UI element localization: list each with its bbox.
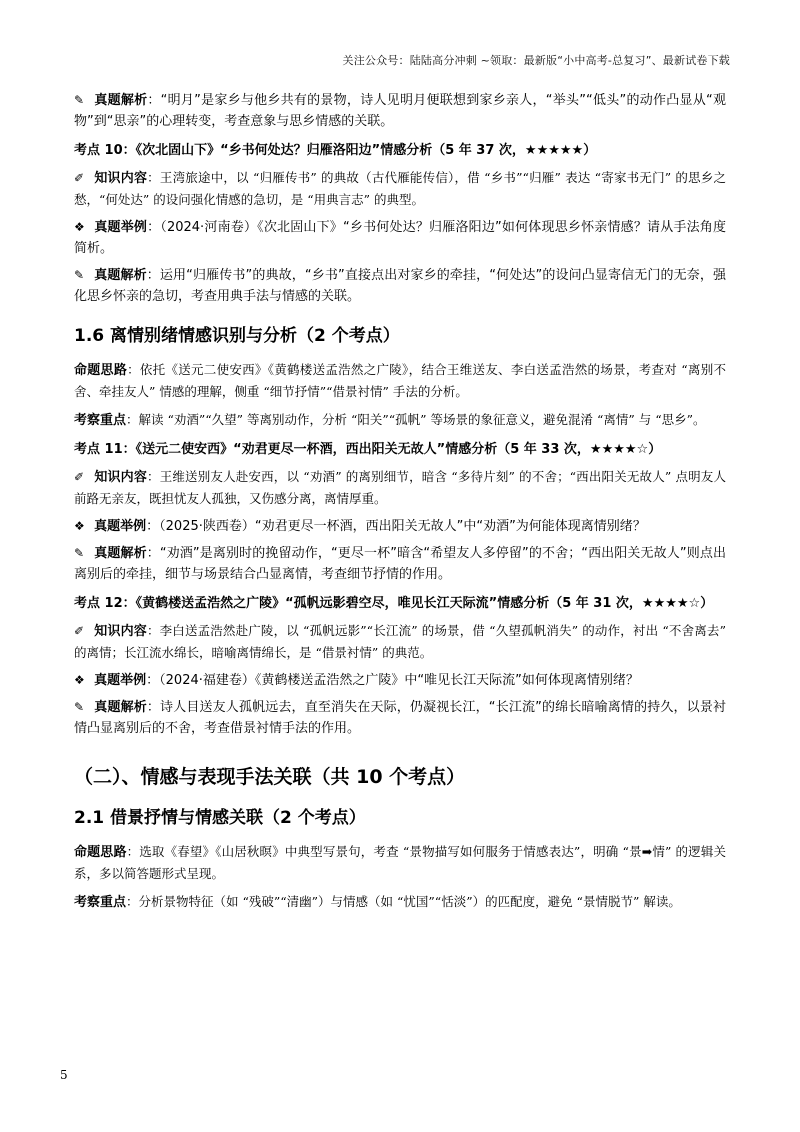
- idea-label: 命题思路: [74, 845, 127, 860]
- knowledge-label: 知识内容: [94, 470, 148, 485]
- example-paragraph: [74, 670, 726, 691]
- page-header: 关注公众号：陆陆高分冲刺 ~领取：最新版“小中高考-总复习”、最新试卷下载: [342, 54, 730, 67]
- idea-paragraph: [74, 841, 726, 885]
- page-content: [74, 90, 726, 919]
- analysis-paragraph: [74, 265, 726, 307]
- kaodian-11-title: 考点 11：《送元二使安西》“劝君更尽一杯酒，西出阳关无故人”情感分析（5 年 33 次，★★★★☆）: [74, 442, 662, 457]
- idea-text: ：依托《送元二使安西》《黄鹤楼送孟浩然之广陵》，结合王维送友、李白送孟浩然的场景，考查对 “离别不舍、牵挂友人” 情感的理解，侧重 “细节抒情”“借景衬情” 手法的分析。: [74, 362, 726, 399]
- example-label: 真题举例: [94, 519, 147, 534]
- analysis-label: 真题解析: [94, 93, 148, 108]
- section-1-6-heading: 1.6 离情别绪情感识别与分析（2 个考点）: [74, 326, 400, 346]
- analysis-label: 真题解析: [94, 700, 147, 715]
- part-2-heading: （二）、情感与表现手法关联（共 10 个考点）: [74, 766, 466, 788]
- idea-paragraph: [74, 359, 726, 403]
- example-label: 真题举例: [94, 220, 148, 235]
- analysis-paragraph: [74, 543, 726, 585]
- example-paragraph: [74, 516, 726, 537]
- knowledge-paragraph: [74, 167, 726, 211]
- pen-icon: ✐: [74, 624, 85, 638]
- page-number: 5: [60, 1068, 68, 1082]
- pencil-icon: ✎: [74, 546, 85, 560]
- analysis-label: 真题解析: [94, 546, 147, 561]
- knowledge-label: 知识内容: [94, 171, 148, 186]
- knowledge-paragraph: [74, 620, 726, 664]
- focus-paragraph: [74, 409, 726, 431]
- pen-icon: ✐: [74, 470, 85, 484]
- diamond-icon: ❖: [74, 220, 85, 234]
- analysis-paragraph: [74, 90, 726, 132]
- kaodian-10-title: 考点 10：《次北固山下》“乡书何处达？归雁洛阳边”情感分析（5 年 37 次，★★★★★）: [74, 143, 597, 158]
- knowledge-label: 知识内容: [94, 624, 147, 639]
- pencil-icon: ✎: [74, 93, 85, 107]
- analysis-text: ：“劝酒”是离别时的挽留动作，“更尽一杯”暗含“希望友人多停留”的不舍；“西出阳关无故人”则点出离别后的牵挂，细节与场景结合凸显离情，考查细节抒情的作用。: [74, 546, 726, 582]
- pencil-icon: ✎: [74, 700, 85, 714]
- diamond-icon: ❖: [74, 519, 85, 533]
- analysis-label: 真题解析: [94, 268, 147, 283]
- pen-icon: ✐: [74, 171, 85, 185]
- example-text: ：（2025·陕西卷）“劝君更尽一杯酒，西出阳关无故人”中“劝酒”为何能体现离情别绪？: [146, 519, 646, 534]
- section-2-1-heading: 2.1 借景抒情与情感关联（2 个考点）: [74, 808, 366, 828]
- analysis-text: ：诗人目送友人孤帆远去，直至消失在天际，仍凝视长江，“长江流”的绵长暗喻离情的持久，以景衬情凸显离别后的不舍，考查借景衬情手法的作用。: [74, 700, 726, 736]
- focus-text: ：分析景物特征（如 “残破”“清幽”）与情感（如 “忧国”“恬淡”）的匹配度，避免 “景情脱节” 解读。: [126, 894, 681, 909]
- idea-text: ：选取《春望》《山居秋暝》中典型写景句，考查 “景物描写如何服务于情感表达”，明确 “景➡情” 的逻辑关系，多以简答题形式呈现。: [74, 844, 726, 881]
- knowledge-text: ：李白送孟浩然赴广陵，以 “孤帆远影”“长江流” 的场景，借 “久望孤帆消失” 的动作，衬出 “不舍离去” 的离情；长江流水绵长，暗喻离情绵长，是 “借景衬情” 的典范。: [74, 623, 726, 660]
- diamond-icon: ❖: [74, 673, 85, 687]
- example-label: 真题举例: [94, 673, 147, 688]
- idea-label: 命题思路: [74, 363, 128, 378]
- analysis-paragraph: [74, 697, 726, 739]
- example-text: ：（2024·河南卷）《次北固山下》“乡书何处达？归雁洛阳边”如何体现思乡怀亲情感？请从手法角度简析。: [74, 220, 726, 256]
- focus-text: ：解读 “劝酒”“久望” 等离别动作，分析 “阳关”“孤帆” 等场景的象征意义，避免混淆 “离情” 与 “思乡”。: [126, 412, 706, 427]
- example-paragraph: [74, 217, 726, 259]
- analysis-text: ：“明月”是家乡与他乡共有的景物，诗人见明月便联想到家乡亲人，“举头”“低头”的动作凸显从“观物”到“思亲”的心理转变，考查意象与思乡情感的关联。: [74, 93, 726, 129]
- pencil-icon: ✎: [74, 268, 85, 282]
- knowledge-text: ：王湾旅途中，以 “归雁传书” 的典故（古代雁能传信），借 “乡书”“归雁” 表达 “寄家书无门” 的思乡之愁，“何处达” 的设问强化情感的急切，是 “用典言志” 的典型。: [74, 170, 726, 207]
- focus-paragraph: [74, 891, 726, 913]
- knowledge-paragraph: [74, 466, 726, 510]
- focus-label: 考察重点: [74, 895, 127, 910]
- analysis-text: ：运用“归雁传书”的典故，“乡书”直接点出对家乡的牵挂，“何处达”的设问凸显寄信无门的无奈，强化思乡怀亲的急切，考查用典手法与情感的关联。: [74, 268, 726, 304]
- focus-label: 考察重点: [74, 413, 127, 428]
- example-text: ：（2024·福建卷）《黄鹤楼送孟浩然之广陵》中“唯见长江天际流”如何体现离情别绪？: [146, 673, 639, 688]
- kaodian-12-title: 考点 12：《黄鹤楼送孟浩然之广陵》“孤帆远影碧空尽，唯见长江天际流”情感分析（5 年 31 次，★★★★☆）: [74, 596, 714, 611]
- knowledge-text: ：王维送别友人赴安西，以 “劝酒” 的离别细节，暗含 “多待片刻” 的不舍；“西出阳关无故人” 点明友人前路无亲友，既担忧友人孤独，又伤感分离，离情厚重。: [74, 469, 726, 506]
